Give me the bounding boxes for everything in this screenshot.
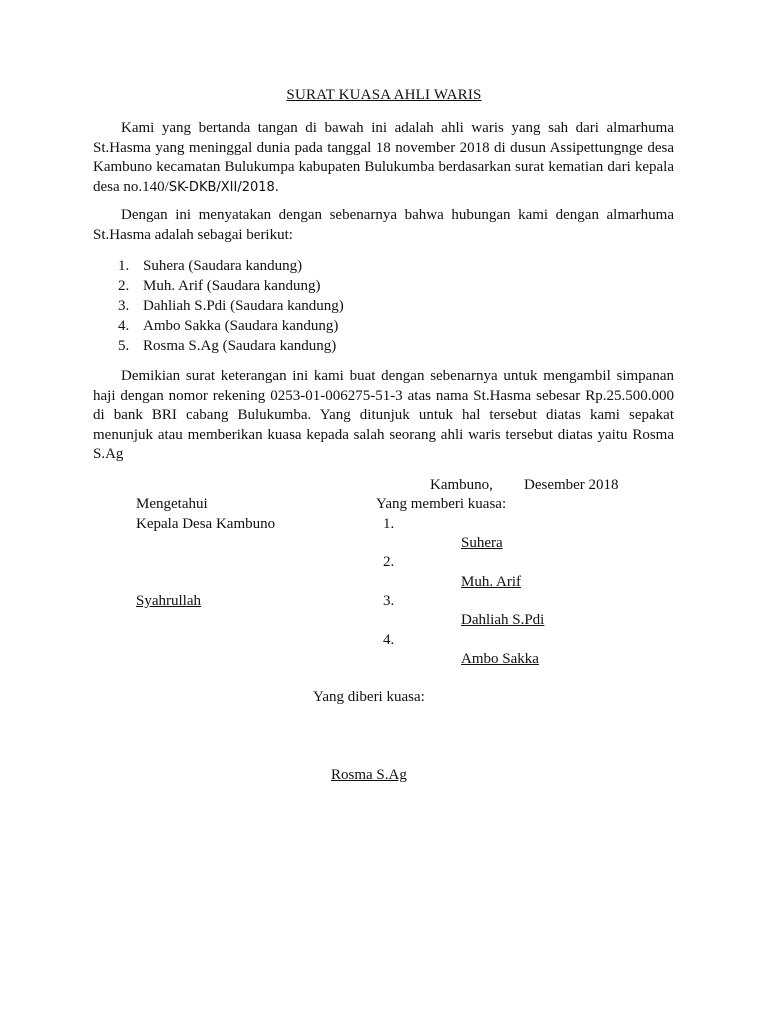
list-number: 5. (118, 338, 130, 354)
heir-entry: Rosma S.Ag (Saudara kandung) (143, 338, 337, 354)
list-item (93, 337, 344, 357)
witness-name: Syahrullah (136, 593, 201, 609)
grantors-label: Yang memberi kuasa: (376, 496, 507, 512)
grantor-name: Suhera (461, 535, 503, 551)
opening-paragraph-text: Kami yang bertanda tangan di bawah ini adalah ahli waris yang sah dari almarhuma St.Hasma yang meninggal dunia pada tanggal 18 november 2018 di dusun Assipettungnge desa Kambuno kecamatan Bulukumpa kabupaten Bulukumba berdasarkan surat kematian dari kepala desa no.140/ (93, 120, 674, 195)
grantee-name: Rosma S.Ag (331, 767, 407, 783)
grantor-name: Muh. Arif (461, 574, 521, 590)
grantee-label: Yang diberi kuasa: (313, 689, 425, 705)
list-number: 3. (118, 298, 130, 314)
heirs-list (93, 257, 344, 357)
place: Kambuno, (430, 477, 493, 493)
witness-position: Kepala Desa Kambuno (136, 516, 276, 532)
list-item (93, 317, 344, 337)
list-item (93, 257, 344, 277)
relationship-paragraph: Dengan ini menyatakan dengan sebenarnya bahwa hubungan kami dengan almarhuma St.Hasma adalah sebagai berikut: (93, 207, 674, 243)
list-number: 4. (118, 318, 130, 334)
heir-entry: Suhera (Saudara kandung) (143, 258, 303, 274)
list-number: 1. (118, 258, 130, 274)
grantor-number: 3. (383, 593, 395, 609)
witness-label: Mengetahui (136, 496, 208, 512)
date: Desember 2018 (524, 477, 619, 493)
heir-entry: Dahliah S.Pdi (Saudara kandung) (143, 298, 344, 314)
grantor-number: 4. (383, 632, 395, 648)
list-number: 2. (118, 278, 130, 294)
heir-entry: Ambo Sakka (Saudara kandung) (143, 318, 339, 334)
opening-paragraph (93, 119, 674, 197)
list-item (93, 297, 344, 317)
grantor-number: 1. (383, 516, 395, 532)
list-item (93, 277, 344, 297)
grantor-name: Ambo Sakka (461, 651, 539, 667)
grantor-number: 2. (383, 554, 395, 570)
grantor-name: Dahliah S.Pdi (461, 612, 545, 628)
closing-paragraph: Demikian surat keterangan ini kami buat dengan sebenarnya untuk mengambil simpanan haji dengan nomor rekening 0253-01-006275-51-3 atas nama St.Hasma sebesar Rp.25.500.000 di bank BRI cabang Bulukumba. Yang ditunjuk untuk hal tersebut diatas kami sepakat menunjuk atau memberikan kuasa kepada salah seorang ahli waris tersebut diatas yaitu Rosma S.Ag (93, 368, 674, 462)
document-title: SURAT KUASA AHLI WARIS (286, 87, 482, 103)
heir-entry: Muh. Arif (Saudara kandung) (143, 278, 321, 294)
death-certificate-ref: SK-DKB/XII/2018. (168, 179, 279, 195)
